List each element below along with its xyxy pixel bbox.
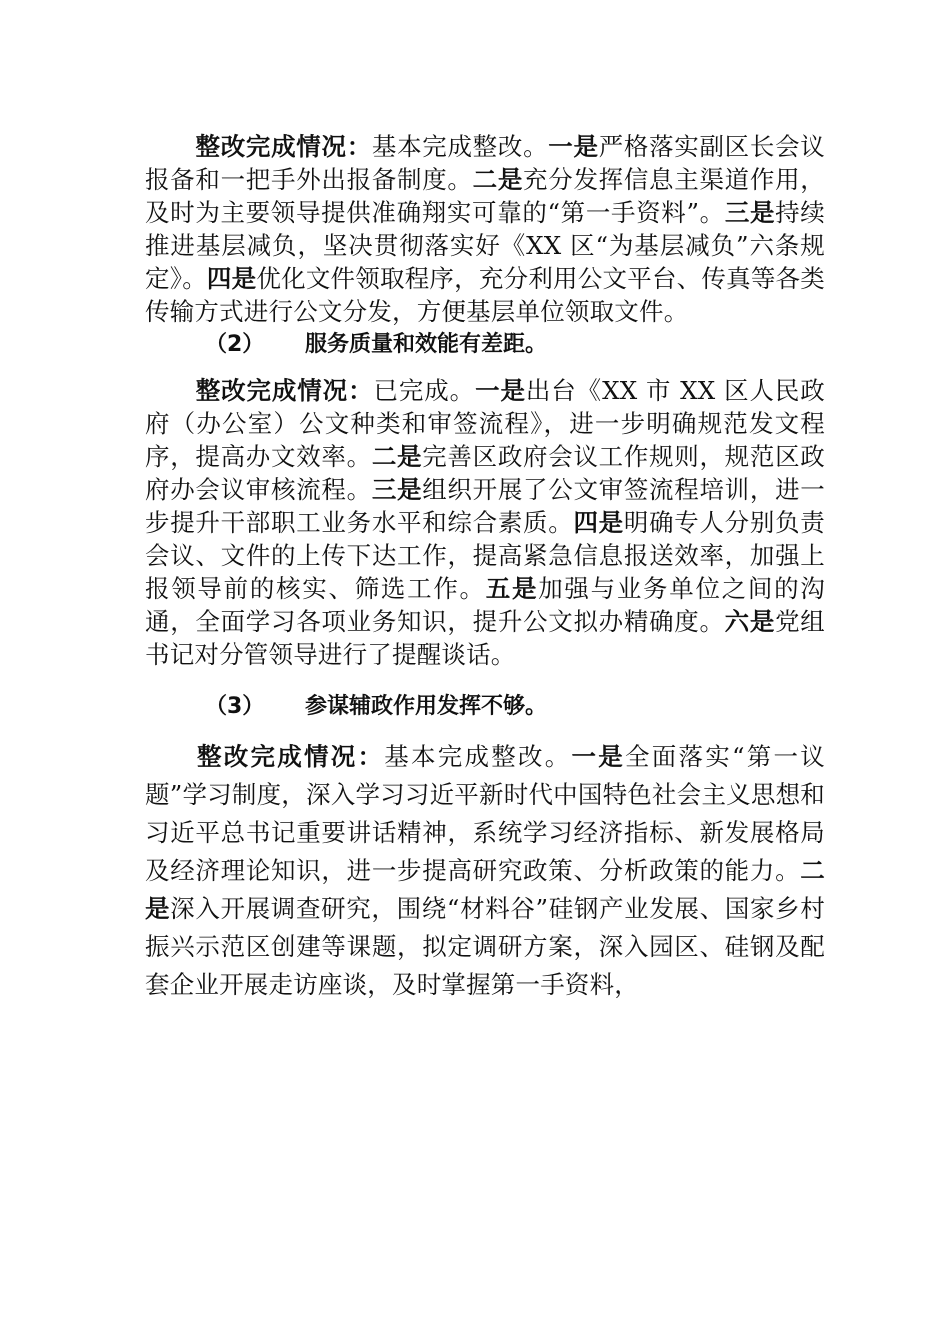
ordinal-marker: 二是 [371,442,423,471]
text-segment: 深入开展调查研究，围绕“材料谷”硅钢产业发展、国家乡村振兴示范区创建等课题，拟定调研方案，深入园区、硅钢及配套企业开展走访座谈，及时掌握第一手资料， [145,894,826,999]
ordinal-marker: 五是 [485,574,539,603]
text-segment: 党组书记对分管领导进行了提醒谈话。 [145,607,825,669]
ordinal-marker: 三是 [724,198,776,227]
paragraph-1 [145,130,825,328]
ordinal-marker: 四是 [206,264,257,293]
paragraph-2-lead: 整改完成情况： [195,376,374,405]
paragraph-3-body [145,742,825,999]
ordinal-marker: 一是 [475,376,526,405]
ordinal-marker: 六是 [724,607,776,636]
text-segment: 持续推进基层减负，坚决贯彻落实好《XX 区“为基层减负”六条规定》。 [145,198,825,293]
text-segment: 明确专人分别负责会议、文件的上传下达工作，提高紧急信息报送效率，加强上报领导前的核实、筛选工作。 [145,508,825,603]
paragraph-3-lead: 整改完成情况： [195,742,385,771]
paragraph-3 [145,738,825,1004]
ordinal-marker: 三是 [371,475,423,504]
text-segment: 已完成。 [373,376,476,405]
text-segment: 加强与业务单位之间的沟通，全面学习各项业务知识，提升公文拟办精确度。 [145,574,825,636]
ordinal-marker: 二是 [145,856,825,923]
text-segment: 完善区政府会议工作规则，规范区政府办会议审核流程。 [145,442,825,504]
paragraph-1-body [145,132,825,326]
text-segment: 出台《XX 市 XX 区人民政府（办公室）公文种类和审签流程》，进一步明确规范发文程序，提高办文效率。 [145,376,825,471]
ordinal-marker: 二是 [472,165,524,194]
section-heading-3-number: （3） [205,694,265,719]
paragraph-2-body [145,376,825,669]
section-heading-3 [205,692,547,722]
section-heading-2-text: 服务质量和效能有差距。 [305,332,548,357]
ordinal-marker: 一是 [571,742,626,771]
ordinal-marker: 四是 [573,508,624,537]
section-heading-2-number: （2） [205,332,265,357]
text-segment: 优化文件领取程序，充分利用公文平台、传真等各类传输方式进行公文分发，方便基层单位领取文件。 [145,264,825,326]
text-segment: 基本完成整改。 [371,132,549,161]
text-segment: 组织开展了公文审签流程培训，进一步提升干部职工业务水平和综合素质。 [145,475,825,537]
text-segment: 全面落实“第一议题”学习制度，深入学习习近平新时代中国特色社会主义思想和习近平总书记重要讲话精神，系统学习经济指标、新发展格局及经济理论知识，进一步提高研究政策、分析政策的能力。 [145,742,826,885]
text-segment: 充分发挥信息主渠道作用，及时为主要领导提供准确翔实可靠的“第一手资料”。 [145,165,825,227]
ordinal-marker: 一是 [548,132,599,161]
paragraph-1-lead: 整改完成情况： [195,132,372,161]
text-segment: 严格落实副区长会议报备和一把手外出报备制度。 [145,132,825,194]
paragraph-2 [145,374,825,671]
text-segment: 基本完成整改。 [384,742,572,771]
section-heading-2 [205,330,547,360]
section-heading-3-text: 参谋辅政作用发挥不够。 [305,694,548,719]
